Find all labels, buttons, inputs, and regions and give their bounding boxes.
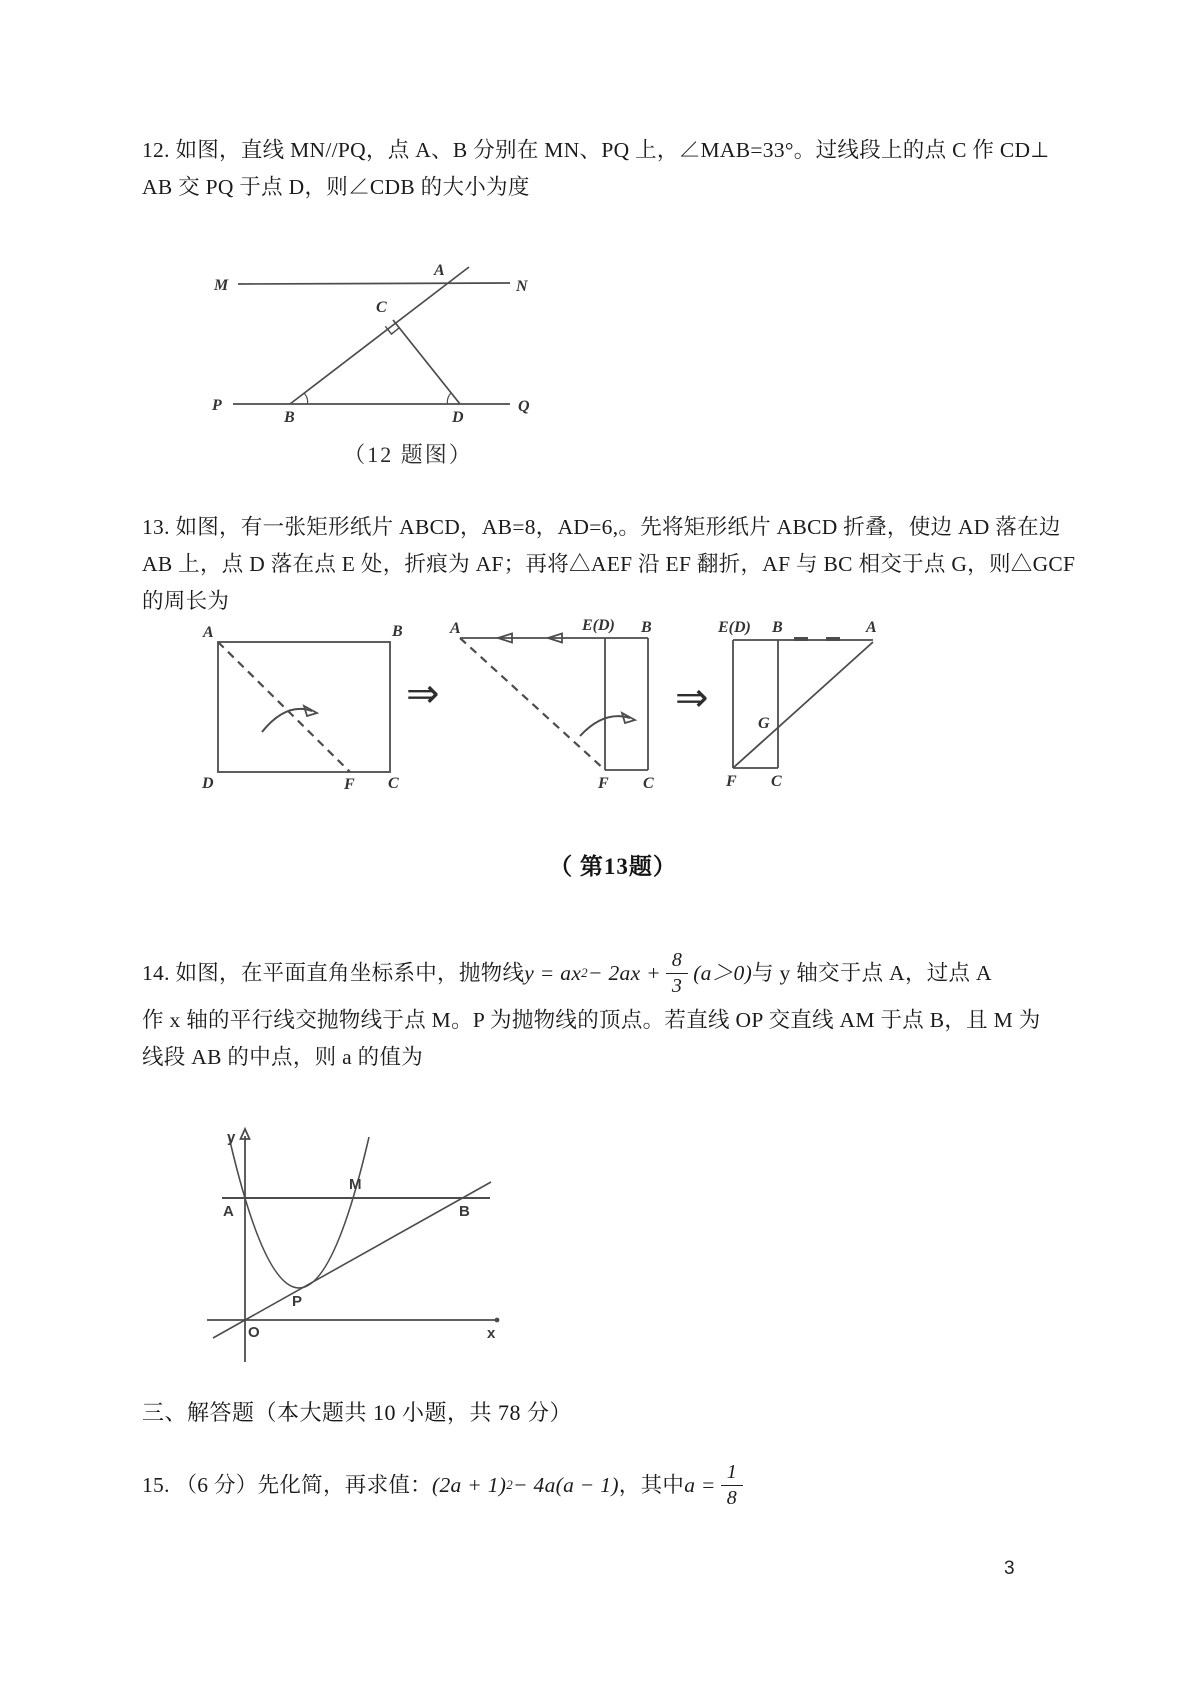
label-c: C bbox=[376, 299, 387, 316]
x-axis-end-dot bbox=[495, 1318, 500, 1323]
q13c-labels bbox=[717, 619, 877, 790]
q13-line1: 13. 如图，有一张矩形纸片 ABCD，AB=8，AD=6,。先将矩形纸片 ABCD 折叠，使边 AD 落在边 bbox=[142, 515, 1061, 539]
label-d: D bbox=[452, 409, 464, 426]
label-f: F bbox=[726, 773, 737, 790]
label-g: G bbox=[758, 715, 770, 732]
q13-figure-a bbox=[200, 620, 405, 792]
q15-fraction-denominator: 8 bbox=[726, 1486, 738, 1509]
label-n: N bbox=[516, 278, 528, 295]
q14-line1: 14. 如图，在平面直角坐标系中，抛物线 y = ax 2 − 2ax + $\frac{8}{3}$ (a＞0) 与 y 轴交于点 A，过点 A bbox=[142, 948, 992, 997]
q13-figure-b bbox=[448, 616, 663, 794]
label-b: B bbox=[641, 619, 652, 636]
q14-figure bbox=[185, 1126, 510, 1366]
curl-arrow bbox=[262, 709, 312, 732]
q13-figure-row bbox=[195, 608, 895, 798]
q14-text-1: 14. 如图，在平面直角坐标系中，抛物线 bbox=[142, 960, 525, 985]
line-cd bbox=[393, 320, 460, 404]
q15-text-2: ，其中 bbox=[618, 1472, 685, 1497]
angle-arc-b bbox=[304, 393, 308, 404]
q13-line2: AB 上，点 D 落在点 E 处，折痕为 AF；再将△AEF 沿 EF 翻折，AF 与 BC 相交于点 G，则△GCF bbox=[142, 552, 1076, 576]
q15-math-2: − 4a(a − 1) bbox=[513, 1472, 619, 1497]
section-3-heading: 三、解答题（本大题共 10 小题，共 78 分） bbox=[142, 1400, 573, 1425]
q12-lines bbox=[233, 267, 510, 404]
q13b-labels bbox=[449, 617, 654, 792]
label-p: P bbox=[292, 1293, 303, 1310]
label-d: D bbox=[202, 775, 214, 792]
angle-arc-d bbox=[447, 393, 451, 404]
q13-line3: 的周长为 bbox=[142, 589, 230, 613]
q13-figure-caption: （ 第13题） bbox=[549, 854, 677, 879]
label-x: x bbox=[487, 1325, 496, 1342]
label-a: A bbox=[223, 1203, 234, 1220]
q14-fraction bbox=[666, 950, 688, 997]
label-ed: E(D) bbox=[718, 619, 751, 636]
implies-arrow-2: ⇒ bbox=[675, 675, 709, 721]
q13a-shapes bbox=[218, 642, 390, 772]
label-b: B bbox=[772, 619, 783, 636]
label-b: B bbox=[284, 409, 295, 426]
label-a: A bbox=[203, 624, 214, 641]
q13b-shapes bbox=[460, 634, 648, 771]
q12-labels bbox=[211, 262, 530, 426]
label-m: M bbox=[214, 277, 229, 294]
q14-fraction-numerator: 8 bbox=[666, 950, 688, 974]
line-mn bbox=[238, 283, 510, 284]
fold-af-dashed bbox=[460, 638, 605, 770]
line-fa bbox=[733, 642, 873, 768]
label-m: M bbox=[349, 1176, 362, 1193]
label-a: A bbox=[866, 619, 877, 636]
q12-figure-caption: （12 题图） bbox=[343, 442, 473, 467]
label-c: C bbox=[388, 775, 399, 792]
implies-arrow-1: ⇒ bbox=[406, 671, 440, 717]
q12-line2: AB 交 PQ 于点 D，则∠CDB 的大小为度 bbox=[142, 175, 530, 199]
label-a: A bbox=[450, 620, 461, 637]
q15-math-3: a = bbox=[684, 1472, 716, 1497]
q14-line3: 线段 AB 的中点，则 a 的值为 bbox=[142, 1045, 424, 1069]
q15-math-1: (2a + 1) bbox=[431, 1472, 507, 1497]
q14-math-3: (a＞0) bbox=[693, 960, 753, 985]
label-b: B bbox=[459, 1203, 470, 1220]
line-ab bbox=[290, 267, 469, 404]
q15-fraction bbox=[721, 1462, 743, 1509]
q14-text-2: 与 y 轴交于点 A，过点 A bbox=[752, 960, 992, 985]
q15-fraction-numerator: 1 bbox=[721, 1462, 743, 1486]
q14-math-1: y = ax bbox=[524, 960, 582, 985]
q12-line1: 12. 如图，直线 MN//PQ，点 A、B 分别在 MN、PQ 上，∠MAB=33°。过线段上的点 C 作 CD⊥ bbox=[142, 138, 1050, 162]
parabola bbox=[229, 1137, 369, 1288]
label-b: B bbox=[392, 623, 403, 640]
q13-figure-c bbox=[718, 616, 883, 794]
q13c-shapes bbox=[733, 639, 873, 768]
fold-af-dashed bbox=[218, 642, 350, 772]
label-p: P bbox=[212, 397, 222, 414]
label-f: F bbox=[344, 776, 355, 793]
q14-curves bbox=[213, 1137, 491, 1338]
q14-math-2: − 2ax + bbox=[587, 960, 661, 985]
label-ed: E(D) bbox=[582, 617, 615, 634]
label-f: F bbox=[598, 775, 609, 792]
q14-fraction-denominator: 3 bbox=[671, 974, 683, 997]
q15-text-1: 15. （6 分）先化简，再求值： bbox=[142, 1472, 432, 1497]
label-y: y bbox=[227, 1129, 236, 1146]
label-c: C bbox=[643, 775, 654, 792]
q12-figure bbox=[188, 242, 540, 424]
label-q: Q bbox=[518, 398, 530, 415]
label-c: C bbox=[771, 773, 782, 790]
label-o: O bbox=[248, 1324, 260, 1341]
label-a: A bbox=[434, 262, 445, 279]
page-number: 3 bbox=[1004, 1558, 1015, 1579]
line-op bbox=[213, 1182, 491, 1338]
q14-line2: 作 x 轴的平行线交抛物线于点 M。P 为抛物线的顶点。若直线 OP 交直线 AM 于点 B，且 M 为 bbox=[142, 1008, 1041, 1032]
q15-line: 15. （6 分）先化简，再求值： (2a + 1) 2 − 4a(a − 1) ，其中 a = $\frac{1}{8}$ bbox=[142, 1455, 748, 1515]
